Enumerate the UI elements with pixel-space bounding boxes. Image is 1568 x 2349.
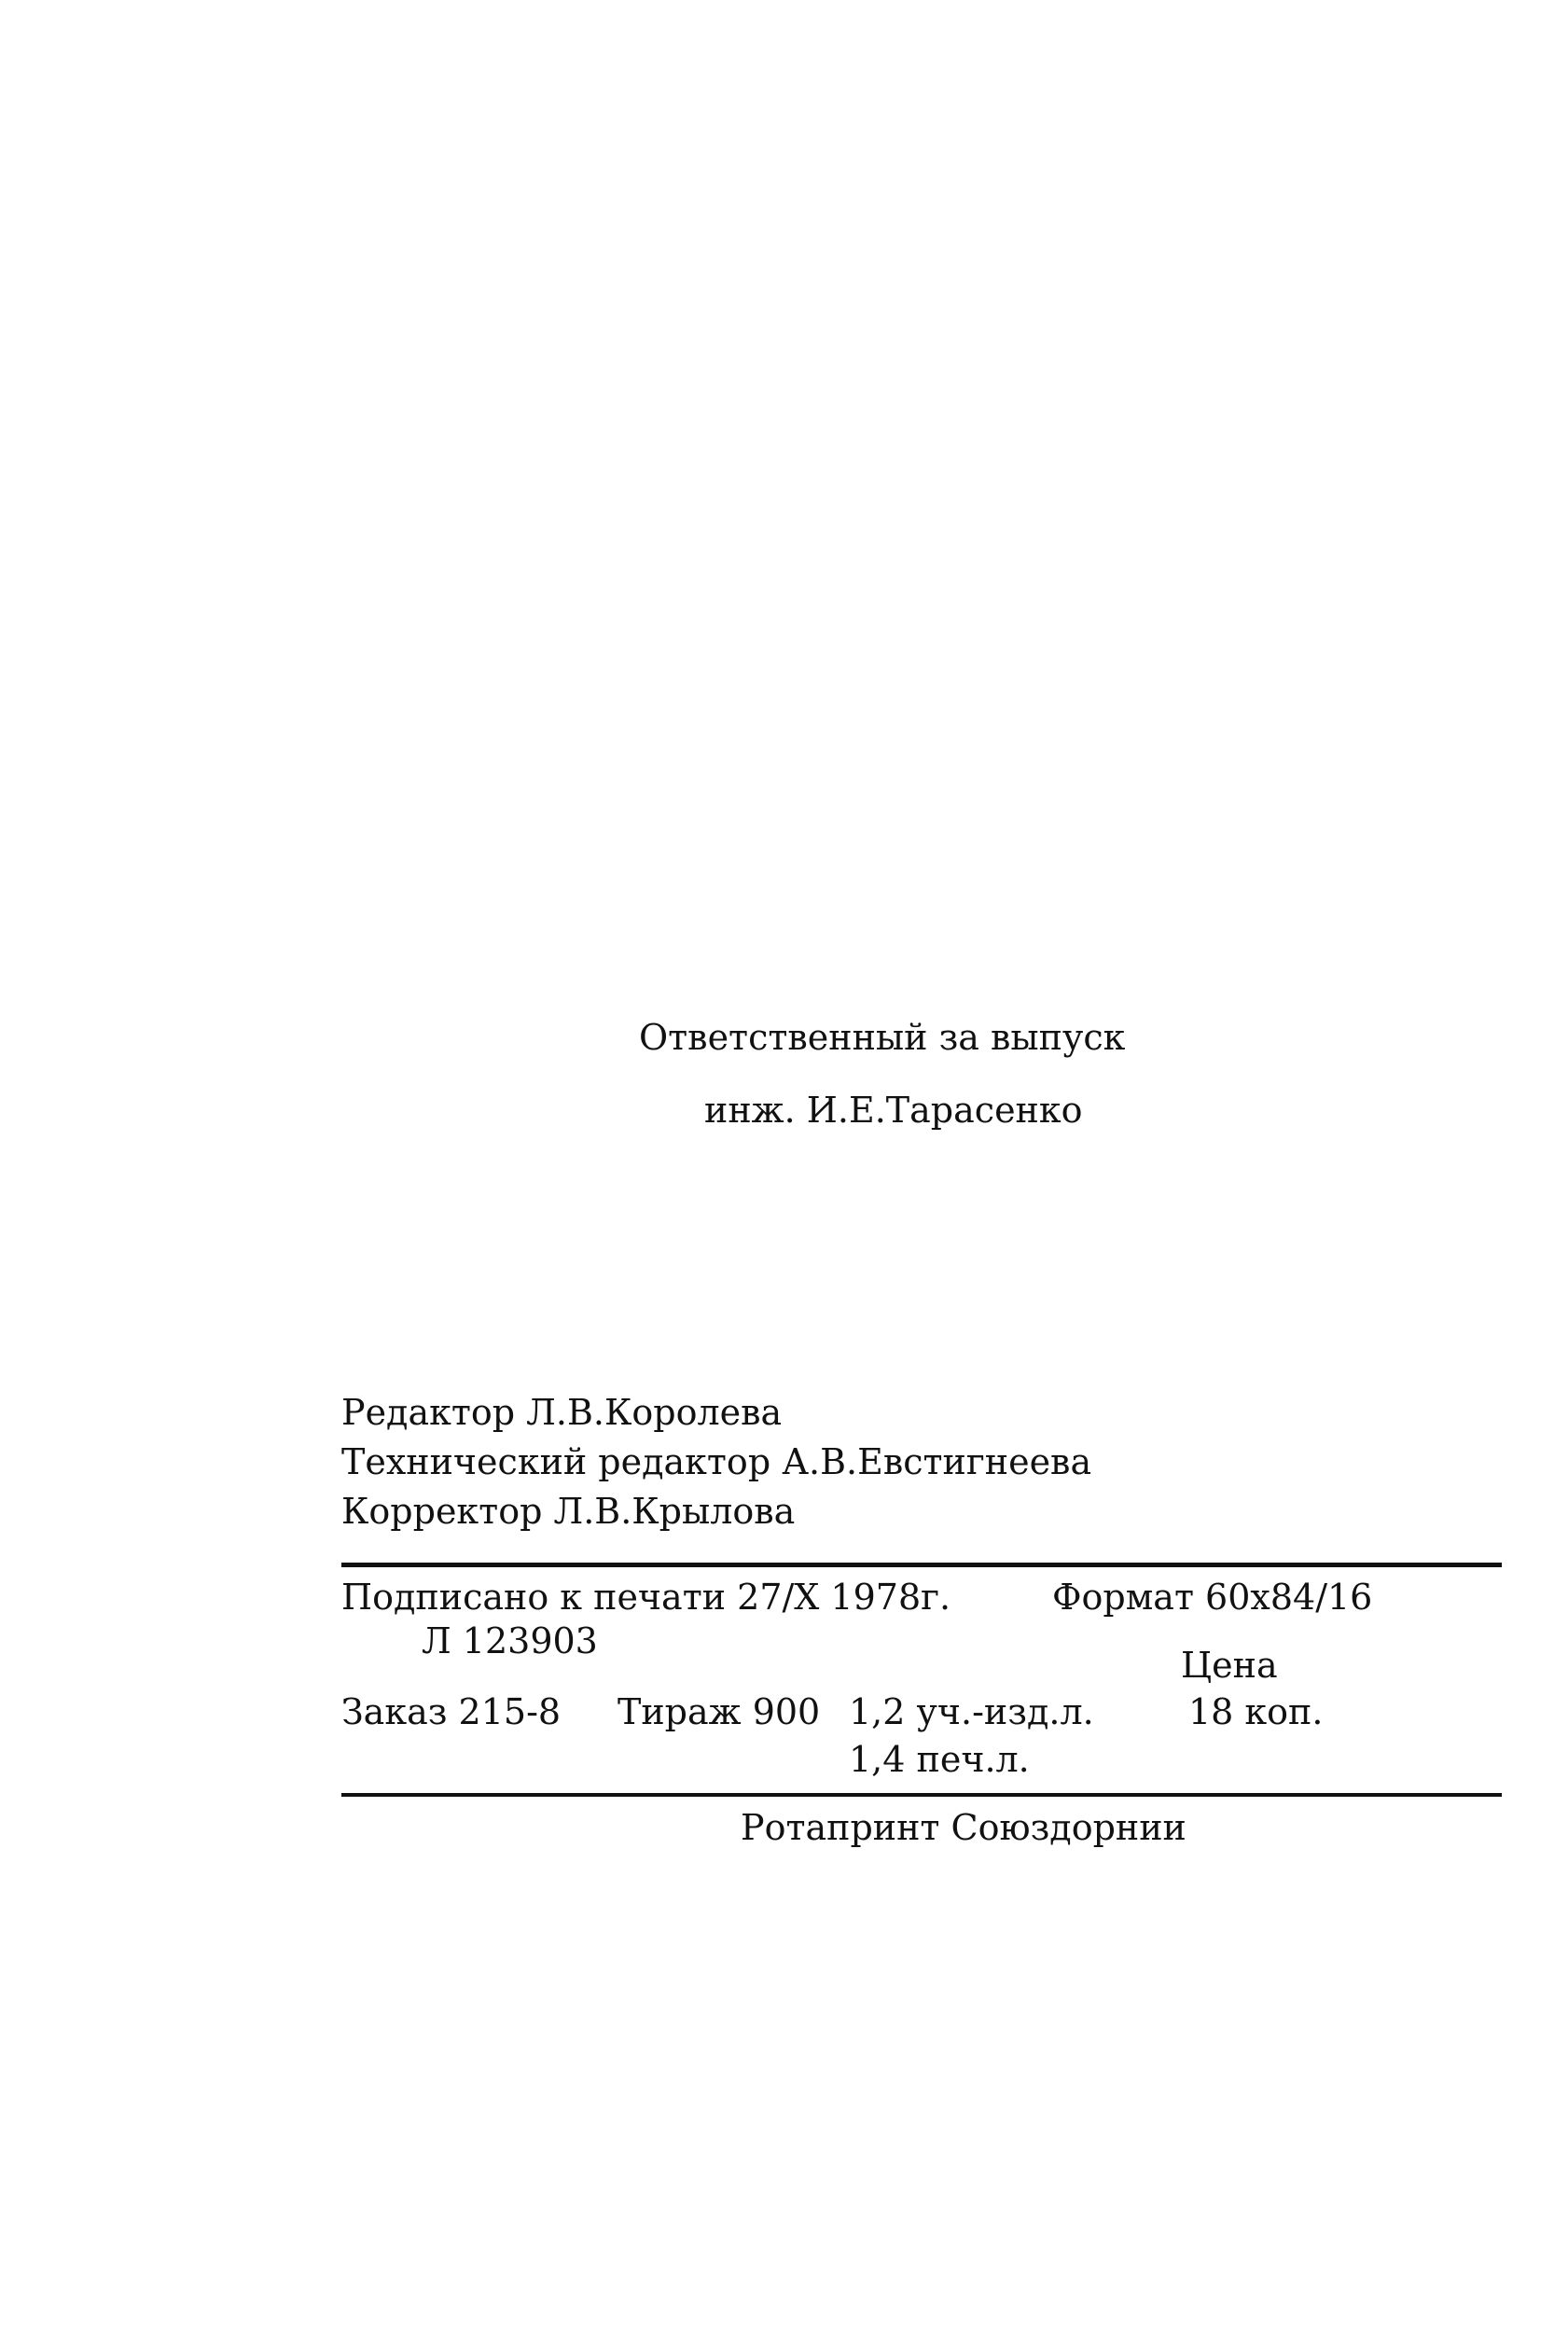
signed-line: Подписано к печати 27/Х 1978г.	[341, 1577, 951, 1618]
responsible-name: инж. И.Е.Тарасенко	[704, 1090, 1083, 1131]
price-value: 18 коп.	[1188, 1691, 1324, 1732]
price-label: Цена	[1181, 1645, 1278, 1686]
author-sheets-line: 1,2 уч.-изд.л.	[849, 1691, 1094, 1732]
order-line: Заказ 215-8	[341, 1691, 562, 1732]
bottom-rule	[341, 1793, 1502, 1797]
license-line: Л 123903	[422, 1620, 598, 1661]
editor-line: Редактор Л.В.Королева	[341, 1392, 783, 1433]
format-line: Формат 60х84/16	[1052, 1577, 1373, 1618]
corrector-line: Корректор Л.В.Крылова	[341, 1491, 796, 1532]
print-sheets-line: 1,4 печ.л.	[849, 1739, 1030, 1780]
tech-editor-line: Технический редактор А.В.Евстигнеева	[341, 1441, 1092, 1482]
run-line: Тираж 900	[617, 1691, 821, 1732]
printer-line: Ротапринт Союздорнии	[741, 1807, 1186, 1848]
top-rule	[341, 1563, 1502, 1567]
responsible-title: Ответственный за выпуск	[639, 1017, 1126, 1058]
